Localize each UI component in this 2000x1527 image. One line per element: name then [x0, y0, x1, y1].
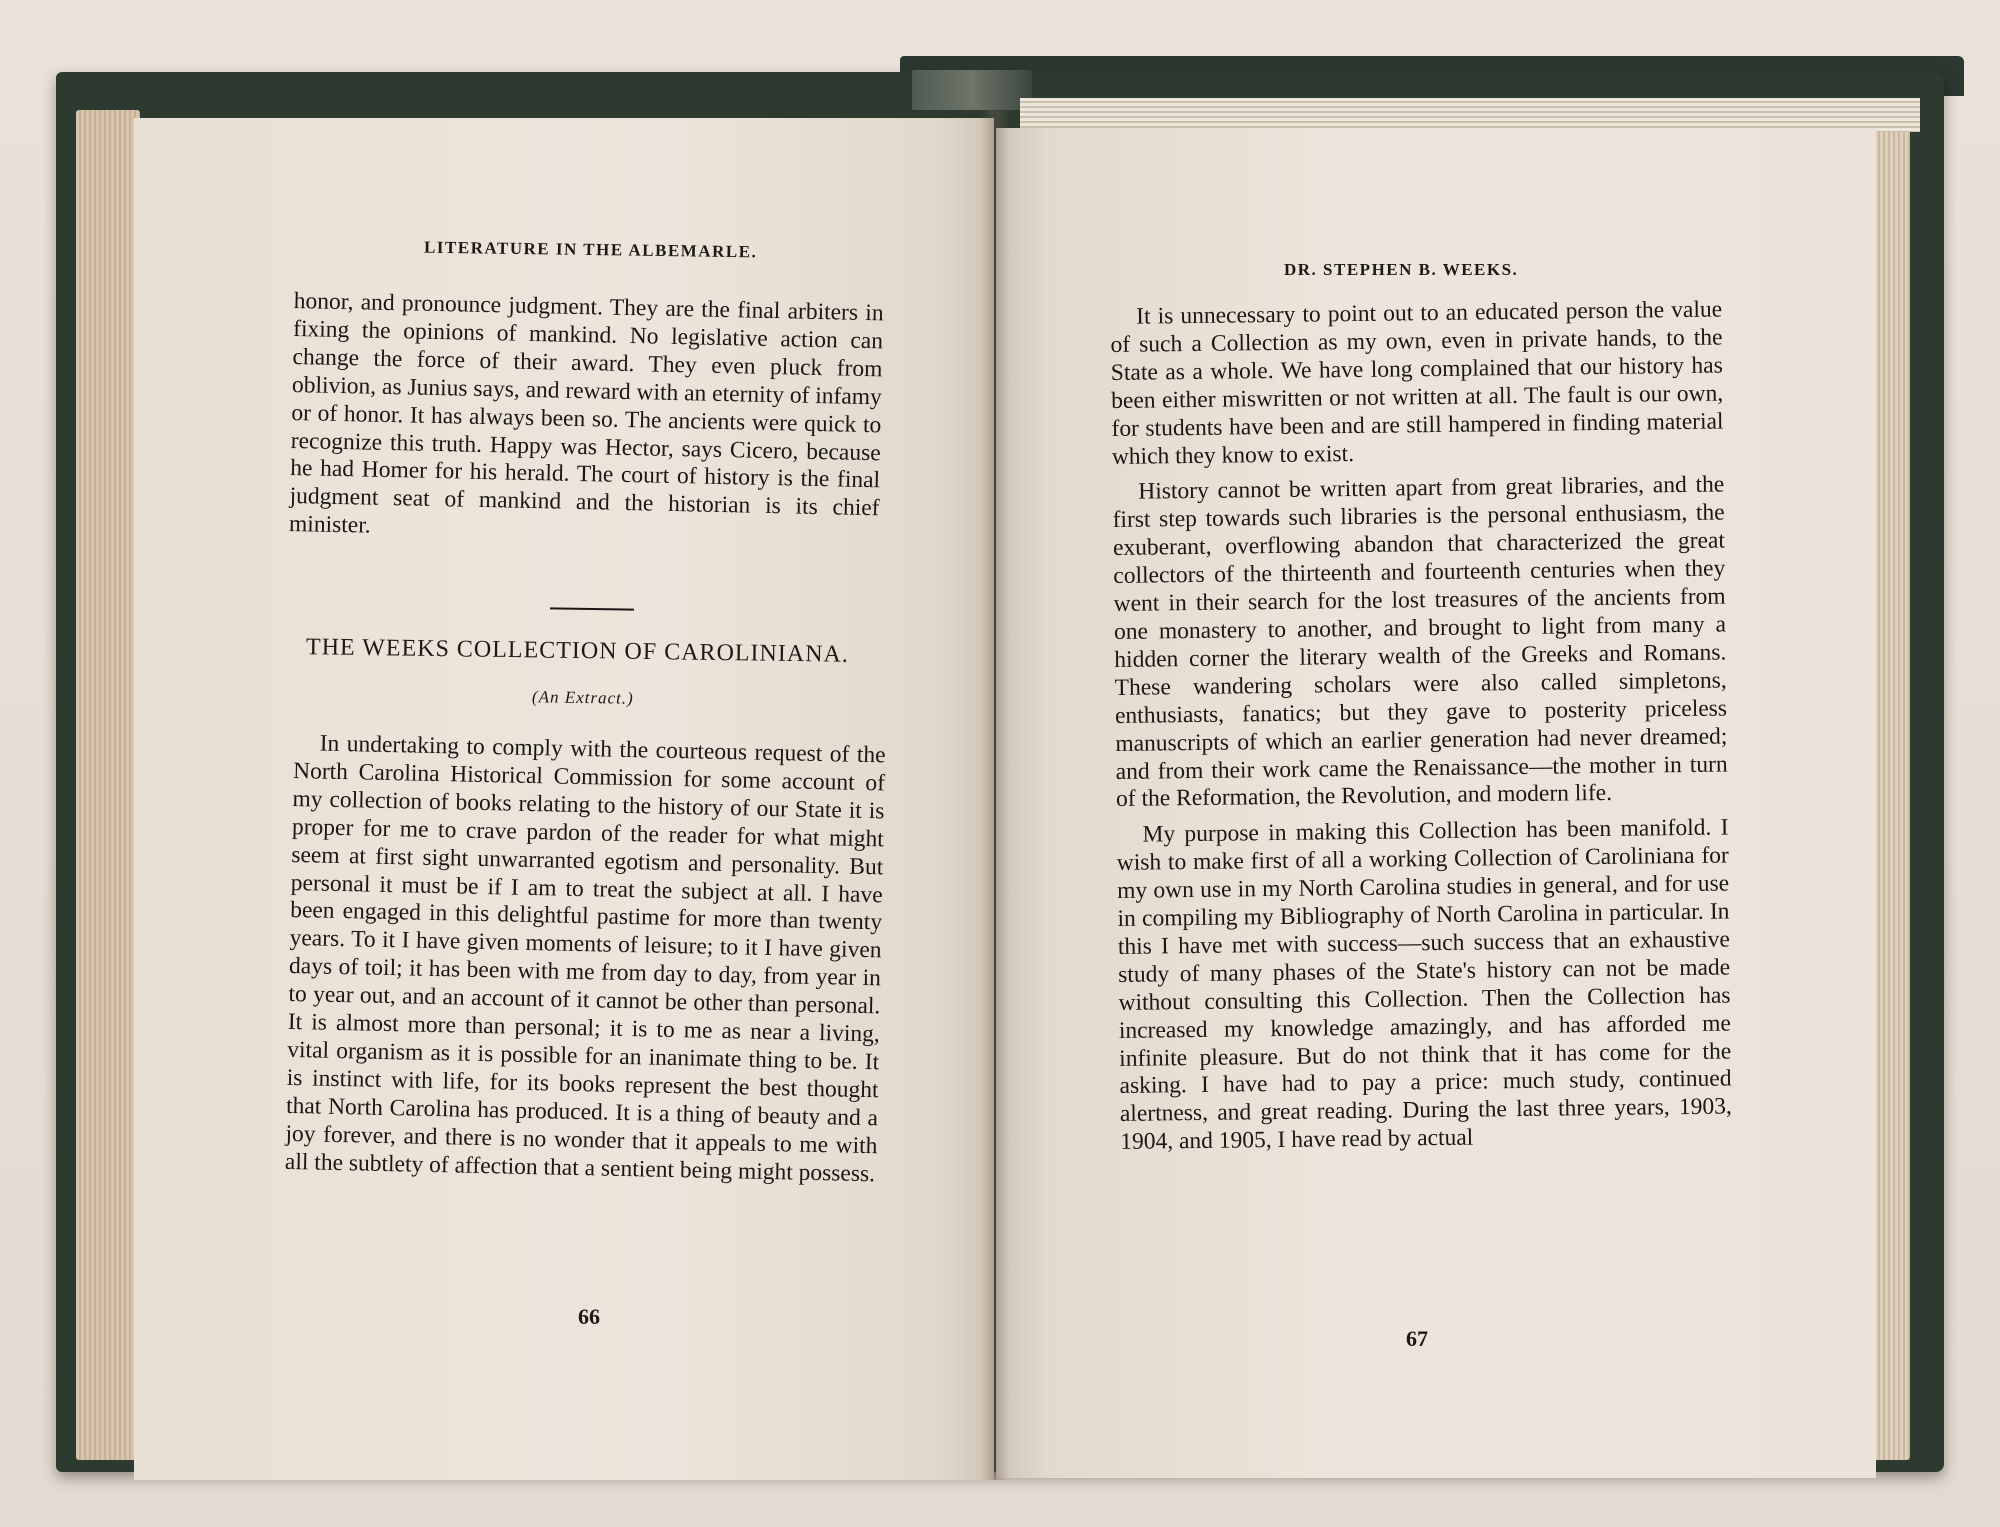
book-gutter	[980, 110, 1010, 1480]
left-page-number: 66	[578, 1304, 600, 1329]
section-divider-rule	[550, 607, 634, 610]
right-paragraph-1: It is unnecessary to point out to an educated person the value of such a Collection as my own, even in private hands, to the State as a whole. We have long complained that our history has been either miswritten or not written at all. The fault is our own, for students have been and are still hampered in finding material which they know to exist.	[1110, 296, 1724, 470]
left-main-text	[285, 730, 886, 1189]
section-subtitle: (An Extract.)	[531, 687, 634, 708]
left-continued-text	[289, 288, 884, 551]
right-main-text	[1110, 297, 1732, 1158]
left-page	[134, 118, 994, 1480]
continued-paragraph: honor, and pronounce judgment. They are the final arbiters in fixing the opinions of mankind. No legislative action can change the force of their award. They even pluck from oblivion, as Junius says, and reward with an eternity of infamy or of honor. It has always been so. The ancients were quick to recognize this truth. Happy was Hector, says Cicero, because he had Homer for his herald. The court of history is the final judgment seat of mankind and the historian is its chief minister.	[288, 288, 884, 539]
right-paragraph-3: My purpose in making this Collection has been manifold. I wish to make first of all a working Collection of Caroliniana for my own use in my North Carolina studies in general, and for use in compiling my Bibliography of North Carolina in particular. In this I have met with success—such success that an exhaustive study of many phases of the State's history can not be made without consulting this Collection. Then the Collection has increased my knowledge amazingly, and has afforded me infinite pleasure. But do not think that it has come for the asking. I have had to pay a price: much study, continued alertness, and great reading. During the last three years, 1903, 1904, and 1905, I have read by actual	[1116, 814, 1733, 1156]
spine-wear	[912, 70, 1032, 110]
right-page	[996, 128, 1876, 1478]
right-running-head: DR. STEPHEN B. WEEKS.	[1284, 260, 1519, 279]
left-running-head: LITERATURE IN THE ALBEMARLE.	[423, 237, 758, 262]
page-edges-top	[1020, 98, 1920, 132]
right-paragraph-2: History cannot be written apart from great libraries, and the first step towards such libraries is the personal enthusiasm, the exuberant, overflowing abandon that characterized the great collectors of the thirteenth and fourteenth centuries when they went in their search for the lost treasures of the ancients from one monastery to another, and brought to light from many a hidden corner the literary wealth of the Greeks and Romans. These wandering scholars were also called simpletons, enthusiasts, fanatics; but they gave to posterity priceless manuscripts of which an earlier generation had never dreamed; and from their work came the Renaissance—the mother in turn of the Reformation, the Revolution, and modern life.	[1112, 471, 1728, 813]
section-title: THE WEEKS COLLECTION OF CAROLINIANA.	[305, 634, 850, 668]
main-paragraph: In undertaking to comply with the courteous request of the North Carolina Historical Commission for some account of my collection of books relating to the history of our State it is proper for me to crave pardon of the reader for what might seem at first sight unwarranted egotism and personality. But personal it must be if I am to treat the subject at all. I have been engaged in this delightful pastime for more than twenty years. To it I have given moments of leisure; to it I have given days of toil; it has been with me from day to day, from year in to year out, and an account of it cannot be other than personal. It is almost more than personal; it is to me as near a living, vital organism as it is possible for an inanimate thing to be. It is instinct with life, for its books represent the best thought that North Carolina has produced. It is a thing of beauty and a joy forever, and there is no wonder that it appeals to me with all the subtlety of affection that a sentient being might possess.	[284, 730, 886, 1187]
page-edges-left	[76, 110, 140, 1460]
right-page-number: 67	[1406, 1326, 1428, 1351]
